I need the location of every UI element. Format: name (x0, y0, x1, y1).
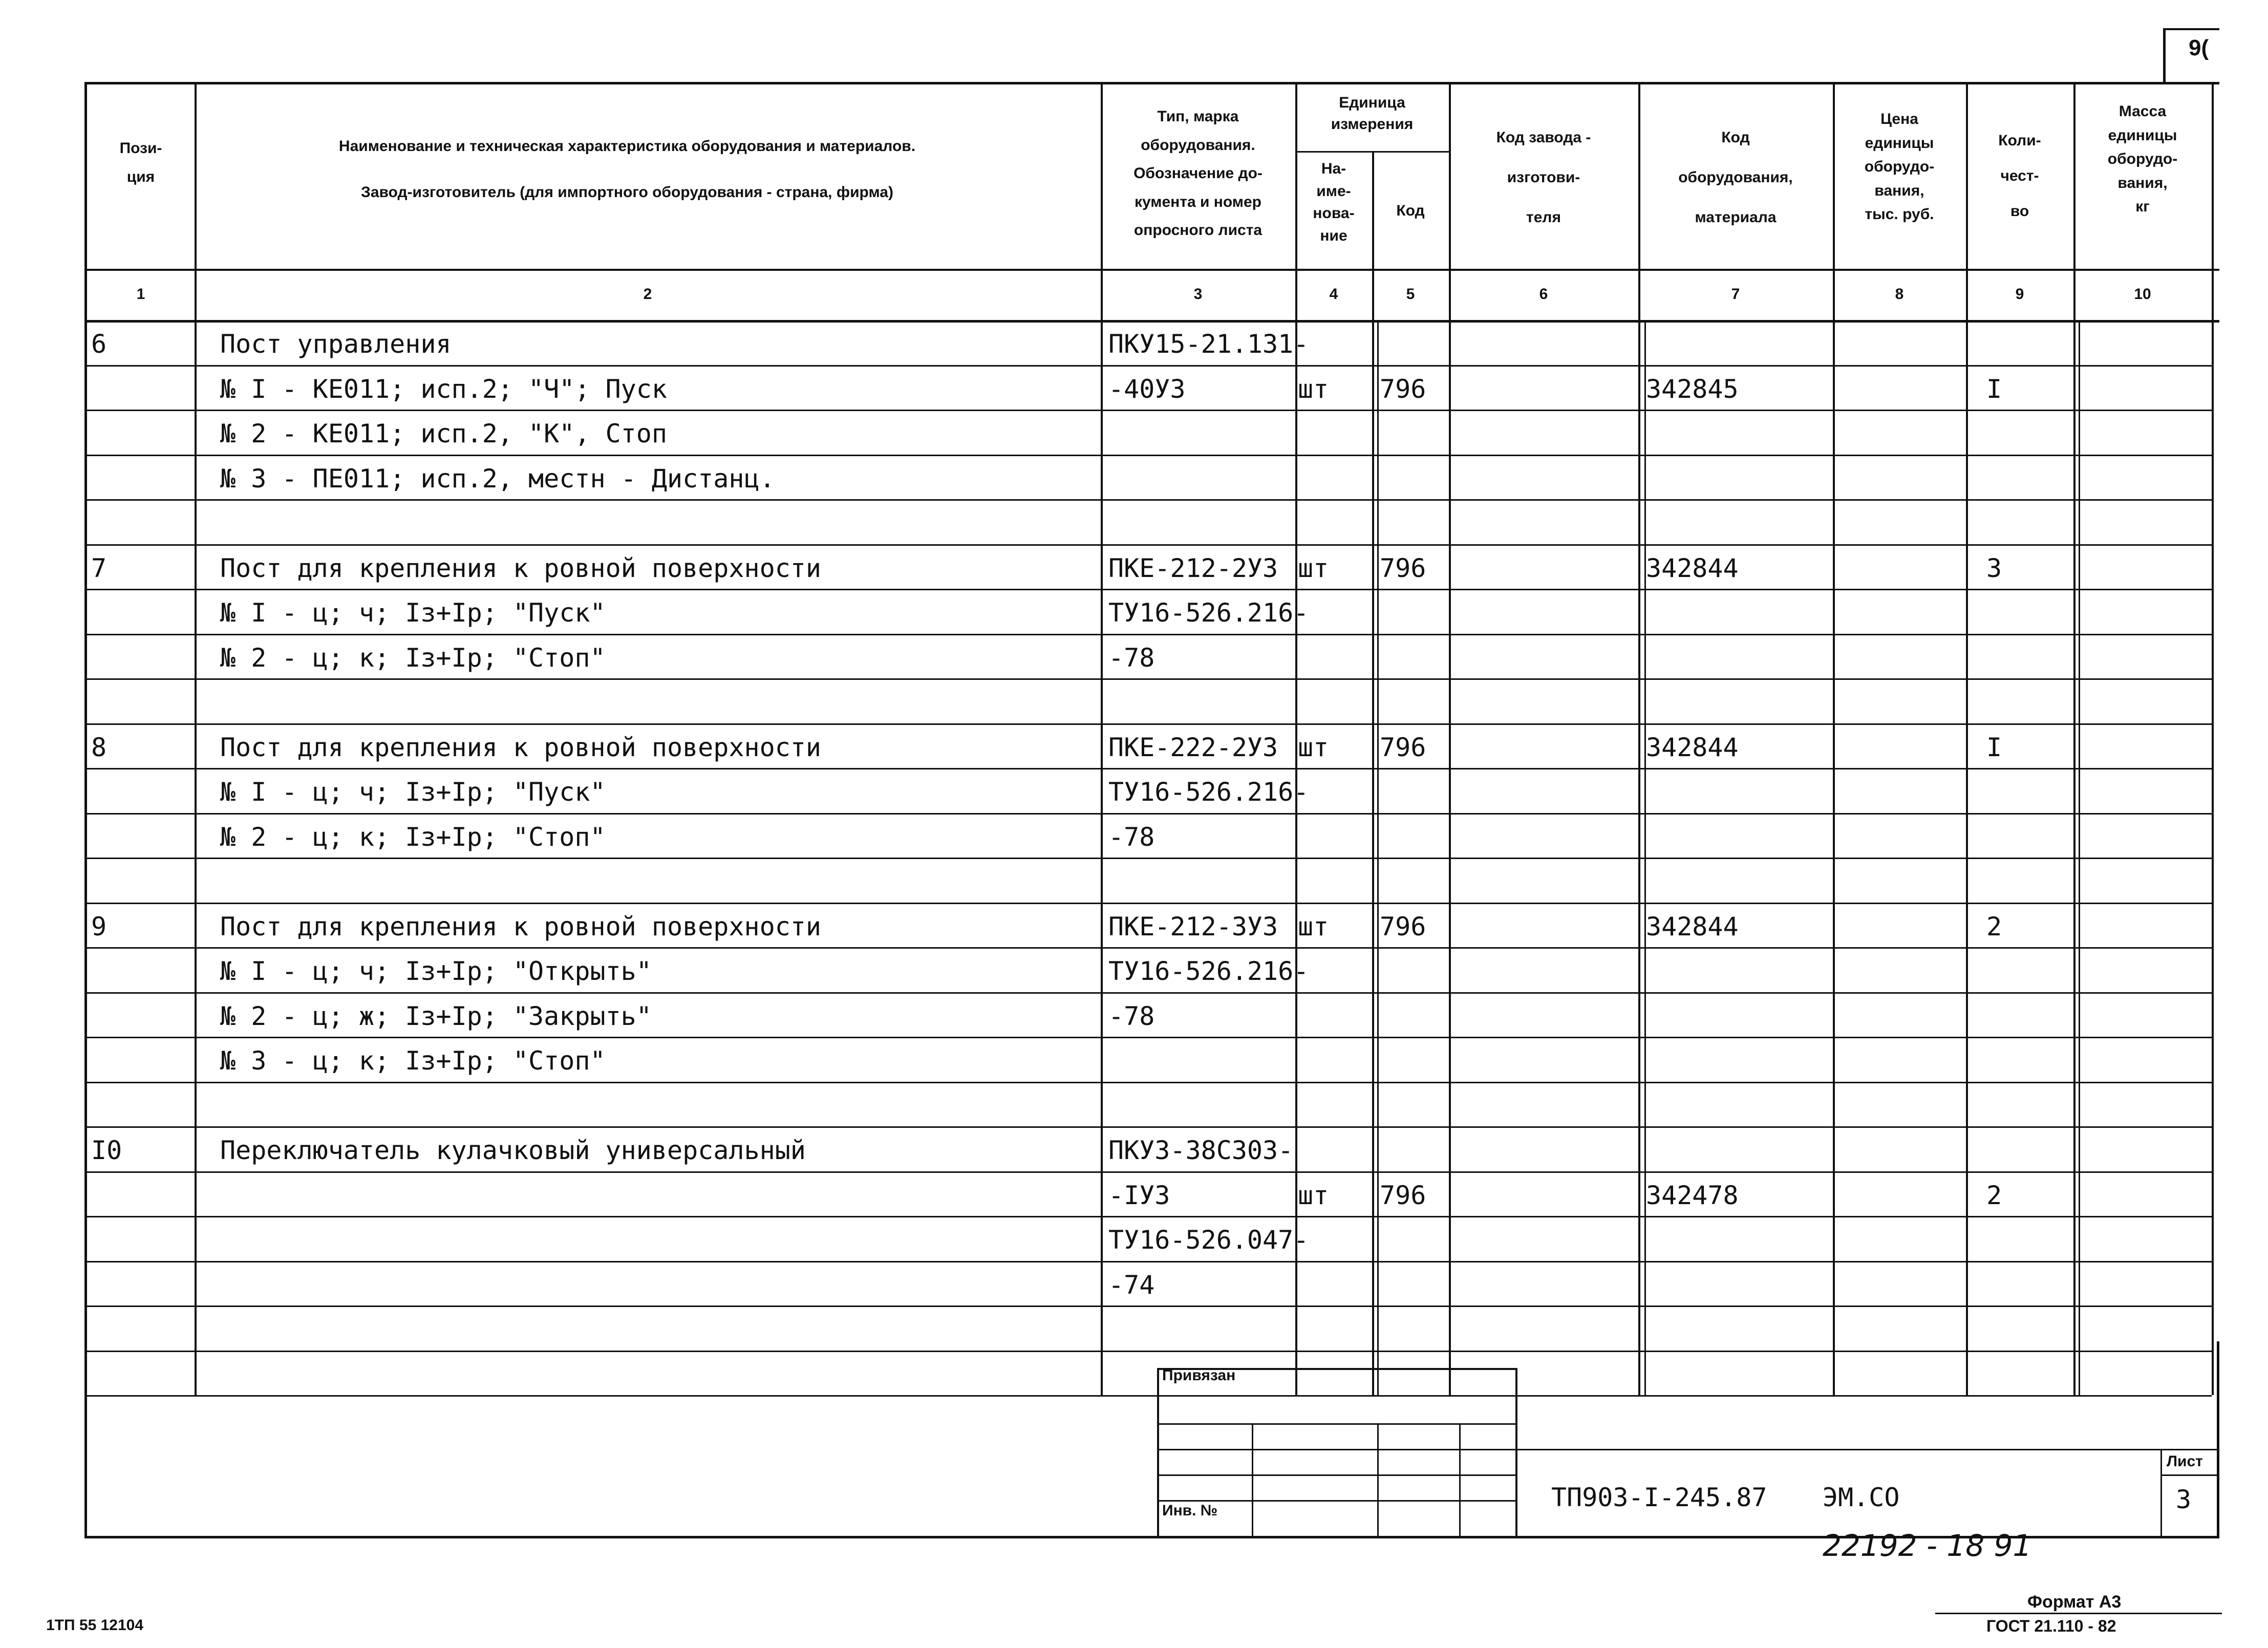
numbers-bottom (84, 320, 2219, 323)
cell-type: ПКЕ-212-2У3 (1108, 553, 1278, 583)
stamp-doc-mark: ЭМ.СО (1823, 1483, 1900, 1512)
cell-type: ТУ16-526.216- (1108, 956, 1309, 986)
cell-type: ПКУ15-21.131- (1108, 329, 1309, 359)
cell-code: 796 (1380, 911, 1426, 941)
column-line (2073, 82, 2076, 1395)
cell-equip-code: 342478 (1646, 1180, 1739, 1210)
row-line (84, 589, 2212, 590)
row-line (84, 1216, 2212, 1217)
column-line (1449, 82, 1451, 1395)
cell-equip-code: 342844 (1646, 732, 1739, 762)
header-price: Цена единицы оборудо- вания, тыс. руб. (1864, 111, 1935, 223)
cell-qty: I (1986, 732, 2002, 762)
row-line (84, 544, 2212, 546)
stamp-line (1157, 1500, 1515, 1502)
column-line (1966, 82, 1968, 1395)
cell-type: ТУ16-526.216- (1108, 777, 1309, 807)
stamp-line (2160, 1449, 2162, 1536)
column-number-1: 1 (136, 286, 145, 303)
row-line (84, 499, 2212, 501)
row-line (84, 1037, 2212, 1038)
column-line (1295, 82, 1297, 1395)
cell-unit: шт (1298, 732, 1329, 762)
stamp-line (2160, 1474, 2219, 1476)
cell-qty: I (1986, 374, 2002, 404)
column-number-2: 2 (643, 286, 652, 303)
cell-code: 796 (1380, 553, 1426, 583)
cell-equip-code: 342844 (1646, 553, 1739, 583)
column-number-7: 7 (1731, 286, 1740, 303)
header-type: Тип, марка оборудования. Обозначение до- кумента и номер опросного листа (1133, 108, 1263, 239)
cell-name: № 2 - ц; к; Iз+Iр; "Стоп" (220, 643, 606, 673)
row-line (84, 634, 2212, 635)
cell-pos: 8 (91, 732, 107, 762)
cell-code: 796 (1380, 1180, 1426, 1210)
stamp-line (1377, 1423, 1379, 1536)
row-line (84, 1305, 2212, 1307)
cell-qty: 2 (1986, 911, 2002, 941)
cell-name: № 3 - ПЕ011; исп.2, местн - Дистанц. (220, 463, 775, 494)
column-line (2212, 82, 2214, 1395)
header-name-line1: Наименование и техническая характеристика оборудования и материалов. (338, 138, 916, 155)
cell-qty: 2 (1986, 1180, 2002, 1210)
cell-type: -78 (1108, 1001, 1155, 1031)
cell-name: № I - ц; ч; Iз+Iр; "Открыть" (220, 956, 652, 986)
stamp-line (1157, 1474, 1515, 1476)
footer-format: Формат А3 (2027, 1592, 2122, 1612)
header-unit-group: Единица измерения (1331, 94, 1414, 133)
corner-box-left (2163, 28, 2166, 84)
column-line (1372, 151, 1374, 1395)
cell-name: № 2 - ц; к; Iз+Iр; "Стоп" (220, 822, 606, 852)
row-line (84, 768, 2212, 769)
cell-name: № I - ц; ч; Iз+Iр; "Пуск" (220, 777, 606, 807)
cell-name: № I - КЕ011; исп.2; "Ч"; Пуск (220, 374, 667, 404)
sheet-corner-number: 9( (2189, 35, 2209, 60)
cell-name: Пост управления (220, 329, 452, 359)
cell-type: ТУ16-526.216- (1108, 598, 1309, 628)
header-unit-code: Код (1396, 202, 1425, 219)
column-line (1833, 82, 1835, 1395)
row-line (84, 365, 2212, 367)
header-bottom (84, 269, 2219, 271)
cell-pos: 6 (91, 329, 107, 359)
stamp-line (1515, 1449, 2219, 1450)
cell-name: № I - ц; ч; Iз+Iр; "Пуск" (220, 598, 606, 628)
cell-code: 796 (1380, 732, 1426, 762)
column-line (1101, 82, 1103, 1395)
stamp-line (1157, 1368, 1159, 1536)
column-number-3: 3 (1193, 286, 1203, 303)
cell-equip-code: 342845 (1646, 374, 1739, 404)
cell-type: ПКЕ-212-3У3 (1108, 911, 1278, 941)
footer-rule (1935, 1613, 2222, 1614)
header-position: Пози- ция (119, 140, 162, 185)
column-number-8: 8 (1895, 286, 1904, 303)
row-line (84, 1171, 2212, 1173)
stamp-sheet-label: Лист (2167, 1453, 2203, 1470)
stamp-line (1515, 1368, 1517, 1536)
row-line (84, 1082, 2212, 1083)
row-line (84, 1126, 2212, 1128)
row-line (84, 903, 2212, 904)
cell-type: -40У3 (1108, 374, 1186, 404)
stamp-line (1157, 1449, 1515, 1450)
frame-top (84, 82, 2219, 84)
stamp-sheet-number: 3 (2176, 1485, 2192, 1514)
column-number-5: 5 (1406, 286, 1415, 303)
stamp-doc-code: ТП903-I-245.87 (1551, 1483, 1767, 1512)
frame-right-lower (2217, 1341, 2219, 1538)
header-quantity: Коли- чест- во (1998, 132, 2041, 220)
row-line (84, 1261, 2212, 1262)
row-line (84, 1351, 2212, 1352)
column-line (1377, 320, 1379, 1395)
cell-name: Пост для крепления к ровной поверхности (220, 553, 821, 583)
header-factory-code: Код завода - изготови- теля (1496, 129, 1591, 226)
column-number-9: 9 (2015, 286, 2024, 303)
cell-name: Пост для крепления к ровной поверхности (220, 732, 821, 762)
unit-group-divider (1295, 151, 1449, 153)
header-name-line2: Завод-изготовитель (для импортного оборудования - страна, фирма) (361, 184, 893, 201)
row-line (84, 678, 2212, 680)
column-line (195, 82, 197, 1395)
stamp-privyazan: Привязан (1162, 1367, 1236, 1384)
row-line (84, 992, 2212, 994)
cell-pos: I0 (91, 1136, 122, 1165)
cell-name: № 3 - ц; к; Iз+Iр; "Стоп" (220, 1046, 606, 1076)
cell-type: ПКУ3-38С303- (1108, 1136, 1294, 1165)
row-line (84, 858, 2212, 859)
column-number-4: 4 (1329, 286, 1338, 303)
stamp-line (1459, 1423, 1461, 1536)
cell-type: -78 (1108, 822, 1155, 852)
cell-pos: 7 (91, 553, 107, 583)
cell-name: № 2 - КЕ011; исп.2, "К", Стоп (220, 419, 667, 448)
header-equipment-code: Код оборудования, материала (1678, 129, 1793, 226)
header-mass: Масса единицы оборудо- вания, кг (2107, 103, 2178, 215)
cell-code: 796 (1380, 374, 1426, 404)
cell-name: № 2 - ц; ж; Iз+Iр; "Закрыть" (220, 1001, 652, 1031)
cell-type: -78 (1108, 643, 1155, 673)
cell-qty: 3 (1986, 553, 2002, 583)
column-line (1644, 320, 1646, 1395)
cell-equip-code: 342844 (1646, 911, 1739, 941)
cell-pos: 9 (91, 911, 107, 941)
stamp-line (1157, 1423, 1515, 1425)
cell-name: Пост для крепления к ровной поверхности (220, 911, 821, 941)
column-line (2079, 320, 2080, 1395)
header-unit-name: На- име- нова- ние (1313, 160, 1355, 244)
cell-unit: шт (1298, 374, 1329, 404)
stamp-line (1252, 1423, 1253, 1536)
cell-type: ПКЕ-222-2У3 (1108, 732, 1278, 762)
footer-left-code: 1ТП 55 12104 (46, 1617, 144, 1634)
row-line (84, 455, 2212, 456)
column-number-6: 6 (1539, 286, 1548, 303)
stamp-inv-no: Инв. № (1162, 1502, 1218, 1519)
cell-unit: шт (1298, 911, 1329, 941)
footer-gost: ГОСТ 21.110 - 82 (1986, 1617, 2116, 1635)
row-line (84, 947, 2212, 949)
row-line (84, 813, 2212, 815)
cell-type: -74 (1108, 1270, 1155, 1300)
column-number-10: 10 (2134, 286, 2151, 303)
row-line (84, 723, 2212, 725)
cell-type: ТУ16-526.047- (1108, 1225, 1309, 1255)
cell-type: -IУ3 (1108, 1180, 1170, 1210)
row-line (84, 1395, 2212, 1397)
column-line (1638, 82, 1640, 1395)
cell-name: Переключатель кулачковый универсальный (220, 1136, 806, 1165)
corner-box-top (2163, 28, 2219, 30)
row-line (84, 410, 2212, 411)
handwritten-number: 22192 - 18 91 (1823, 1528, 2032, 1563)
cell-unit: шт (1298, 553, 1329, 583)
cell-unit: шт (1298, 1180, 1329, 1210)
